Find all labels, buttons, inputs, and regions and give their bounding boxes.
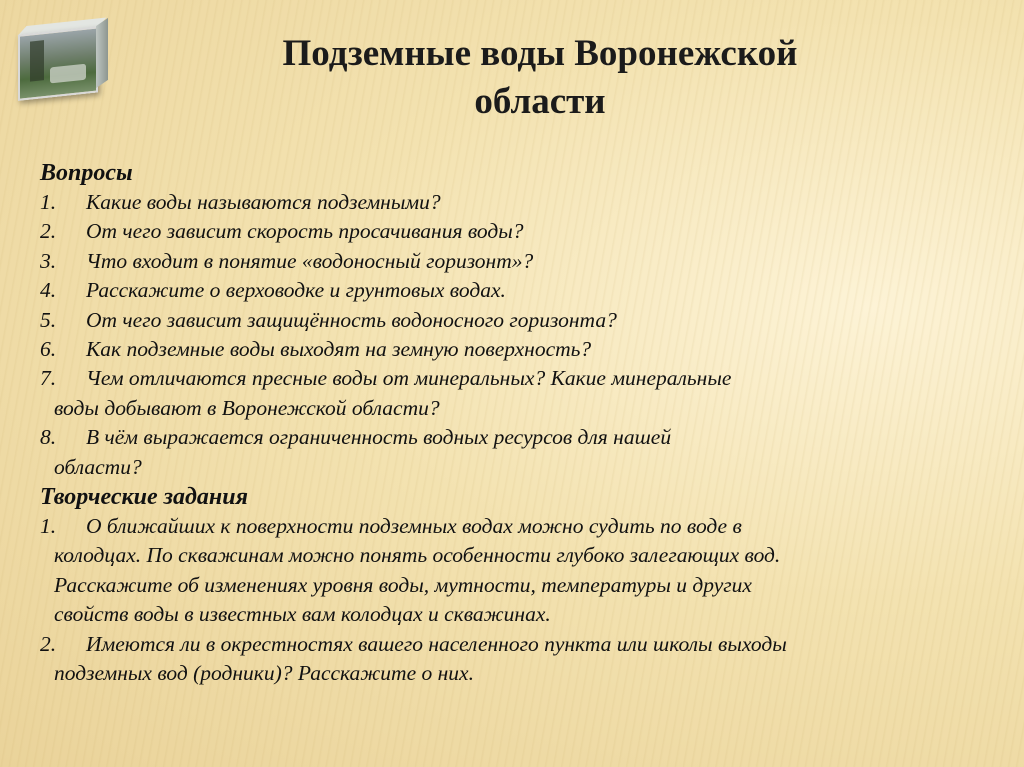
task-item-continuation: Расскажите об изменениях уровня воды, мутности, температуры и других	[54, 572, 752, 597]
item-number: 6.	[40, 337, 57, 362]
title-line-2: области	[474, 81, 606, 122]
item-text: Что входит в понятие «водоносный горизонт»?	[86, 248, 534, 273]
item-number: 2.	[40, 219, 57, 244]
slide-photo-decoration	[18, 17, 110, 101]
question-item-continuation: области?	[54, 454, 142, 479]
photo-cube-side	[96, 18, 108, 88]
item-text: Как подземные воды выходят на земную поверхность?	[86, 337, 592, 362]
item-text: От чего зависит защищённость водоносного горизонта?	[86, 307, 617, 332]
item-text: О ближайших к поверхности подземных водах можно судить по воде в	[86, 514, 742, 539]
item-text: От чего зависит скорость просачивания воды?	[86, 219, 524, 244]
question-item-continuation: воды добывают в Воронежской области?	[54, 395, 440, 420]
slide-content	[40, 158, 990, 689]
item-text: В чём выражается ограниченность водных ресурсов для нашей	[86, 425, 672, 450]
item-number: 3.	[40, 248, 57, 273]
task-item	[40, 512, 990, 541]
item-number: 7.	[40, 366, 57, 391]
question-item	[40, 247, 990, 276]
item-number: 1.	[40, 190, 57, 214]
task-item-continuation: колодцах. По скважинам можно понять особенности глубоко залегающих вод.	[54, 543, 781, 568]
question-item	[40, 306, 990, 335]
item-text: Какие воды называются подземными?	[86, 190, 441, 214]
questions-heading: Вопросы	[40, 160, 133, 186]
question-item	[40, 217, 990, 246]
task-item	[40, 630, 990, 659]
title-line-1: Подземные воды Воронежской	[282, 33, 798, 74]
item-number: 8.	[40, 425, 57, 450]
task-item-continuation: свойств воды в известных вам колодцах и скважинах.	[54, 602, 551, 627]
item-number: 2.	[40, 631, 57, 656]
item-number: 4.	[40, 278, 57, 303]
question-item	[40, 188, 990, 217]
question-item	[40, 276, 990, 305]
question-item	[40, 423, 990, 452]
item-text: Имеются ли в окрестностях вашего населенного пункта или школы выходы	[86, 631, 787, 656]
task-item-continuation: подземных вод (родники)? Расскажите о них.	[54, 661, 474, 686]
item-number: 1.	[40, 514, 57, 539]
item-number: 5.	[40, 307, 57, 332]
question-item	[40, 335, 990, 364]
question-item	[40, 364, 990, 393]
tasks-heading: Творческие задания	[40, 484, 248, 511]
item-text: Чем отличаются пресные воды от минеральных? Какие минеральные	[86, 366, 732, 391]
landscape-photo	[18, 26, 98, 100]
item-text: Расскажите о верховодке и грунтовых водах.	[86, 278, 506, 303]
page-title	[180, 30, 900, 126]
